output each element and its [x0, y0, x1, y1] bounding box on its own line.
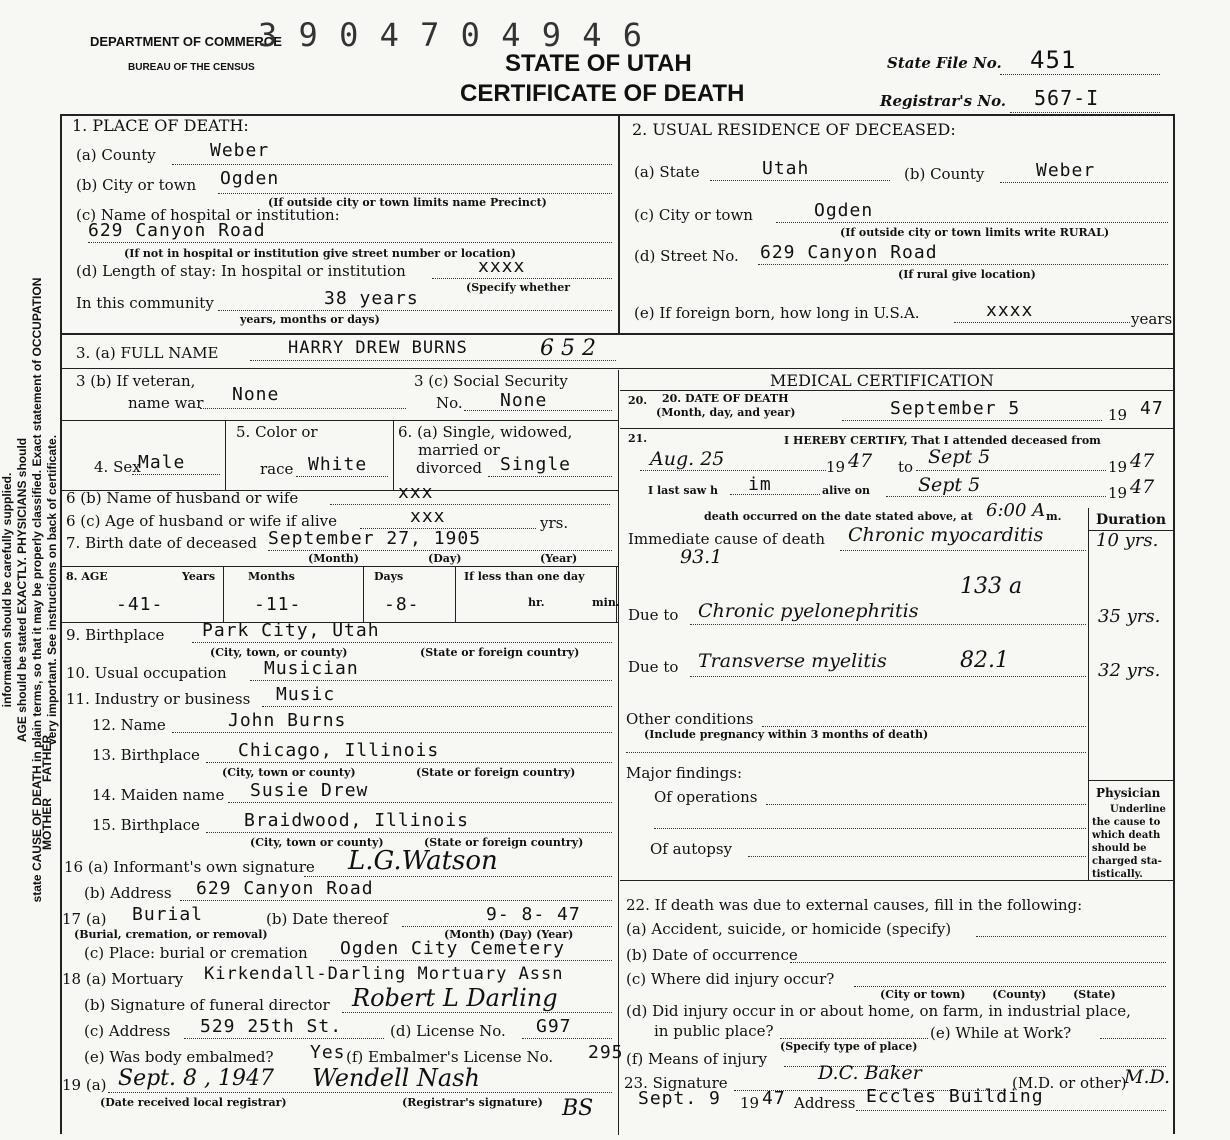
age-months: -11- [254, 594, 302, 615]
mother-note-1: (City, town or county) [250, 836, 384, 849]
res-street-note: (If rural give location) [898, 268, 1036, 281]
last-saw-pronoun: im [748, 474, 772, 495]
immediate-code: 93.1 [680, 546, 723, 568]
external-d: (d) Did injury occur in or about home, on farm, in industrial place, [626, 1002, 1131, 1020]
age-days-label: Days [374, 570, 404, 583]
due2-cause: Transverse myelitis [698, 650, 887, 672]
embalmer-label: (f) Embalmer's License No. [346, 1048, 554, 1066]
burial-note: (Burial, cremation, or removal) [74, 928, 268, 941]
physician-box-1: Underline [1110, 804, 1166, 815]
marital-label-2: married or [418, 441, 500, 459]
father-birthplace-label: 13. Birthplace [92, 746, 200, 764]
signature-suffix: (M.D. or other) [1012, 1074, 1127, 1092]
embalmed-label: (e) Was body embalmed? [84, 1048, 274, 1066]
res-county: Weber [1036, 160, 1096, 181]
ssn-label-2: No. [436, 394, 463, 412]
due2-label: Due to [628, 658, 679, 676]
stay-hospital: xxxx [478, 256, 526, 277]
res-state: Utah [762, 158, 810, 179]
mortuary-address-label: (c) Address [84, 1022, 171, 1040]
spouse-age: xxx [410, 506, 446, 527]
spouse-age-unit: yrs. [540, 514, 569, 532]
external-f: (f) Means of injury [626, 1050, 768, 1068]
mother-note-2: (State or foreign country) [424, 836, 584, 849]
mother-name: Susie Drew [250, 780, 369, 801]
side-line-4: information should be carefully supplied. [0, 472, 14, 708]
occupation-label: 10. Usual occupation [66, 664, 227, 682]
alive-label: alive on [822, 484, 871, 497]
registrar-initials: BS [562, 1096, 594, 1121]
state-title: STATE OF UTAH [505, 50, 692, 77]
registrar-date: Sept. 8 , 1947 [118, 1066, 274, 1091]
stay-label: (d) Length of stay: In hospital or institution [76, 262, 406, 280]
license-number: G97 [536, 1016, 572, 1037]
address-label: (b) Address [84, 884, 172, 902]
registrar-date-label: 19 (a) [62, 1076, 107, 1094]
due2-duration: 32 yrs. [1098, 660, 1161, 681]
attend-from: Aug. 25 [650, 448, 725, 470]
divider-mid [618, 370, 619, 1135]
birth-year-note: (Year) [540, 552, 578, 565]
attend-to: Sept 5 [928, 446, 991, 468]
father-note-2: (State or foreign country) [416, 766, 576, 779]
divider-medical [620, 390, 1175, 391]
birthplace-note-1: (City, town, or county) [210, 646, 348, 659]
signature-address: Eccles Building [866, 1086, 1044, 1107]
side-line-1: state CAUSE OF DEATH in plain terms, so that it may be properly classified. Exact statement of OCCUPATION [30, 277, 44, 903]
name-mark: 6 5 2 [540, 336, 596, 361]
stay-note: (Specify whether [466, 281, 571, 294]
occupation: Musician [264, 658, 359, 679]
duration-label: Duration [1096, 512, 1167, 528]
burial-date-label: (b) Date thereof [266, 910, 388, 928]
divider-top-mid [618, 114, 620, 334]
department: DEPARTMENT OF COMMERCE [90, 34, 282, 49]
certify-text: I HEREBY CERTIFY, That I attended deceased from [784, 434, 1101, 447]
marital-label: 6. (a) Single, widowed, [398, 423, 573, 441]
physician-box-6: tistically. [1092, 869, 1143, 880]
mortuary: Kirkendall-Darling Mortuary Assn [204, 964, 564, 984]
due2-code: 82.1 [960, 648, 1009, 673]
death-hospital: 629 Canyon Road [88, 220, 266, 241]
race: White [308, 454, 368, 475]
age-months-label: Months [248, 570, 295, 583]
divider-dod [620, 428, 1175, 429]
medical-heading: MEDICAL CERTIFICATION [770, 371, 994, 390]
birth-day-note: (Day) [428, 552, 462, 565]
last-saw-date: Sept 5 [918, 474, 981, 496]
birthplace: Park City, Utah [202, 620, 380, 641]
external-a: (a) Accident, suicide, or homicide (specify) [626, 920, 952, 938]
father-name: John Burns [228, 710, 347, 731]
death-city: Ogden [220, 168, 280, 189]
burial: Burial [132, 904, 204, 925]
veteran-label: 3 (b) If veteran, [76, 372, 196, 390]
informant-label: 16 (a) Informant's own signature [64, 858, 315, 876]
spouse: xxx [398, 482, 434, 503]
full-name: HARRY DREW BURNS [288, 338, 468, 358]
certificate-title: CERTIFICATE OF DEATH [460, 80, 745, 107]
mortuary-address: 529 25th St. [200, 1016, 343, 1037]
race-label: race [260, 460, 294, 478]
burial-date-note: (Month) (Day) (Year) [444, 928, 574, 941]
physician-box-title: Physician [1096, 786, 1161, 800]
veteran-label-2: name war [128, 394, 204, 412]
age-hr: hr. [528, 596, 545, 609]
sex-label: 4. Sex [94, 458, 141, 476]
death-time: 6:00 A [986, 500, 1046, 521]
mother-name-label: 14. Maiden name [92, 786, 225, 804]
license-label: (d) License No. [390, 1022, 506, 1040]
divider-age [60, 566, 618, 567]
community-note: years, months or days) [240, 313, 380, 326]
serial-number: 3 9 0 4 7 0 4 9 4 6 [258, 16, 644, 54]
duration-column [1088, 508, 1089, 880]
external-b: (b) Date of occurrence [626, 946, 798, 964]
external-c: (c) Where did injury occur? [626, 970, 835, 988]
ssn: None [500, 390, 548, 411]
industry-label: 11. Industry or business [66, 690, 251, 708]
autopsy-label: Of autopsy [650, 840, 733, 858]
informant-signature: L.G.Watson [348, 846, 498, 876]
father-name-label: 12. Name [92, 716, 166, 734]
due1-duration: 35 yrs. [1098, 606, 1161, 627]
side-line-3: AGE should be stated EXACTLY. PHYSICIANS should [15, 437, 29, 743]
full-name-label: 3. (a) FULL NAME [76, 344, 219, 362]
mother-birthplace-label: 15. Birthplace [92, 816, 200, 834]
community-length: 38 years [324, 288, 419, 309]
divider-veteran [60, 368, 1175, 369]
sex: Male [138, 452, 186, 473]
dod-year: 47 [1140, 398, 1164, 419]
state-file-label: State File No. [887, 54, 1002, 72]
marital: Single [500, 454, 572, 475]
age-min: min. [592, 596, 620, 609]
color-label: 5. Color or [236, 423, 318, 441]
external-heading: 22. If death was due to external causes, fill in the following: [626, 896, 1083, 914]
registrar-note-1: (Date received local registrar) [100, 1096, 287, 1109]
dod-year-prefix: 19 [1108, 406, 1128, 424]
side-instructions [0, 120, 60, 1060]
attend-to-year-prefix: 19 [1108, 458, 1128, 476]
res-street-label: (d) Street No. [634, 247, 739, 265]
signature-year: 47 [762, 1088, 786, 1109]
external-d-2: in public place? [654, 1022, 774, 1040]
death-county: Weber [210, 140, 270, 161]
physician-box-2: the cause to [1092, 817, 1161, 828]
birth-date: September 27, 1905 [268, 528, 482, 549]
code-2: 133 a [960, 574, 1023, 599]
city-label: (b) City or town [76, 176, 197, 194]
to-label: to [898, 458, 914, 476]
external-c-note: (City or town) (County) (State) [880, 988, 1116, 1001]
director-label: (b) Signature of funeral director [84, 996, 330, 1014]
last-saw-label: I last saw h [648, 484, 719, 497]
physician-box-4: should be [1092, 843, 1147, 854]
birth-label: 7. Birth date of deceased [66, 534, 257, 552]
burial-label: 17 (a) [62, 910, 107, 928]
signature-year-prefix: 19 [740, 1094, 760, 1112]
mother-birthplace: Braidwood, Illinois [244, 810, 469, 831]
divider-sex [60, 420, 618, 421]
divider-name [60, 333, 1175, 335]
immediate-cause: Chronic myocarditis [848, 524, 1044, 546]
burial-date: 9- 8- 47 [486, 904, 581, 925]
mother-tag: MOTHER [40, 798, 54, 850]
age-years: -41- [116, 594, 164, 615]
other-note: (Include pregnancy within 3 months of death) [644, 728, 929, 741]
res-state-label: (a) State [634, 163, 700, 181]
external-e: (e) While at Work? [930, 1024, 1072, 1042]
place-of-death-heading: 1. PLACE OF DEATH: [72, 116, 249, 135]
age-label: 8. AGE [66, 570, 108, 583]
bureau: BUREAU OF THE CENSUS [128, 62, 255, 73]
registrar-number: 567-I [1034, 86, 1100, 110]
marital-label-3: divorced [416, 459, 482, 477]
informant-address: 629 Canyon Road [196, 878, 374, 899]
attend-from-year-prefix: 19 [826, 458, 846, 476]
signature-address-label: Address [794, 1094, 856, 1112]
physician-box-5: charged sta- [1092, 856, 1162, 867]
side-line-2: very important. See instructions on back of certificate. [45, 434, 59, 746]
registrar-note-2: (Registrar's signature) [402, 1096, 543, 1109]
last-saw-year-prefix: 19 [1108, 484, 1128, 502]
hospital-label: (c) Name of hospital or institution: [76, 206, 340, 224]
spouse-age-label: 6 (c) Age of husband or wife if alive [66, 512, 338, 530]
res-city-note: (If outside city or town limits write RURAL) [840, 226, 1110, 239]
res-foreign-label: (e) If foreign born, how long in U.S.A. [634, 304, 920, 322]
registrar-label: Registrar's No. [880, 92, 1007, 110]
external-d-note: (Specify type of place) [780, 1040, 918, 1053]
due1-cause: Chronic pyelonephritis [698, 600, 919, 622]
community-label: In this community [76, 294, 214, 312]
physician-signature: D.C. Baker [818, 1062, 922, 1084]
county-label: (a) County [76, 146, 156, 164]
industry: Music [276, 684, 336, 705]
death-time-label: death occurred on the date stated above, at [704, 510, 973, 523]
spouse-label: 6 (b) Name of husband or wife [66, 489, 299, 507]
date-of-death: September 5 [890, 398, 1021, 419]
mortuary-label: 18 (a) Mortuary [62, 970, 184, 988]
birthplace-note-2: (State or foreign country) [420, 646, 580, 659]
certify-number: 21. [628, 432, 648, 445]
birth-month-note: (Month) [308, 552, 359, 565]
residence-heading: 2. USUAL RESIDENCE OF DECEASED: [632, 120, 956, 139]
major-label: Major findings: [626, 764, 743, 782]
last-saw-year: 47 [1130, 476, 1155, 498]
birthplace-label: 9. Birthplace [66, 626, 165, 644]
immediate-label: Immediate cause of death [628, 530, 826, 548]
father-tag: FATHER [40, 734, 54, 782]
embalmed: Yes [310, 1042, 346, 1063]
physician-box-3: which death [1092, 830, 1161, 841]
burial-place-label: (c) Place: burial or cremation [84, 944, 308, 962]
res-county-label: (b) County [904, 165, 985, 183]
operations-label: Of operations [654, 788, 758, 806]
signature-suffix-2: M.D. [1124, 1066, 1171, 1088]
res-foreign-unit: years [1131, 310, 1173, 328]
frame-right [1173, 114, 1175, 1134]
burial-place: Ogden City Cemetery [340, 938, 565, 959]
signature-label: 23. Signature [624, 1074, 728, 1092]
res-street: 629 Canyon Road [760, 242, 938, 263]
other-label: Other conditions [626, 710, 754, 728]
attend-from-year: 47 [848, 450, 873, 472]
res-foreign: xxxx [986, 300, 1034, 321]
father-note-1: (City, town or county) [222, 766, 356, 779]
res-city: Ogden [814, 200, 874, 221]
age-less-label: If less than one day [464, 570, 585, 583]
death-time-suffix: m. [1046, 510, 1062, 523]
dod-note: (Month, day, and year) [656, 406, 796, 419]
city-note: (If outside city or town limits name Precinct) [268, 196, 547, 209]
ssn-label: 3 (c) Social Security [414, 372, 568, 390]
registrar-signature: Wendell Nash [312, 1064, 480, 1092]
attend-to-year: 47 [1130, 450, 1155, 472]
res-city-label: (c) City or town [634, 206, 753, 224]
dod-number: 20. [628, 394, 648, 407]
immediate-duration: 10 yrs. [1096, 530, 1159, 551]
director-signature: Robert L Darling [352, 984, 558, 1012]
veteran: None [232, 384, 280, 405]
state-file-number: 451 [1030, 46, 1077, 74]
embalmer-license: 295 [588, 1042, 624, 1063]
due1-label: Due to [628, 606, 679, 624]
hospital-note: (If not in hospital or institution give street number or location) [124, 247, 516, 260]
father-birthplace: Chicago, Illinois [238, 740, 440, 761]
signature-date: Sept. 9 [638, 1088, 721, 1109]
age-years-label: Years [182, 570, 216, 583]
dod-label: 20. DATE OF DEATH [662, 392, 789, 405]
divider-external [620, 880, 1175, 881]
age-days: -8- [384, 594, 420, 615]
